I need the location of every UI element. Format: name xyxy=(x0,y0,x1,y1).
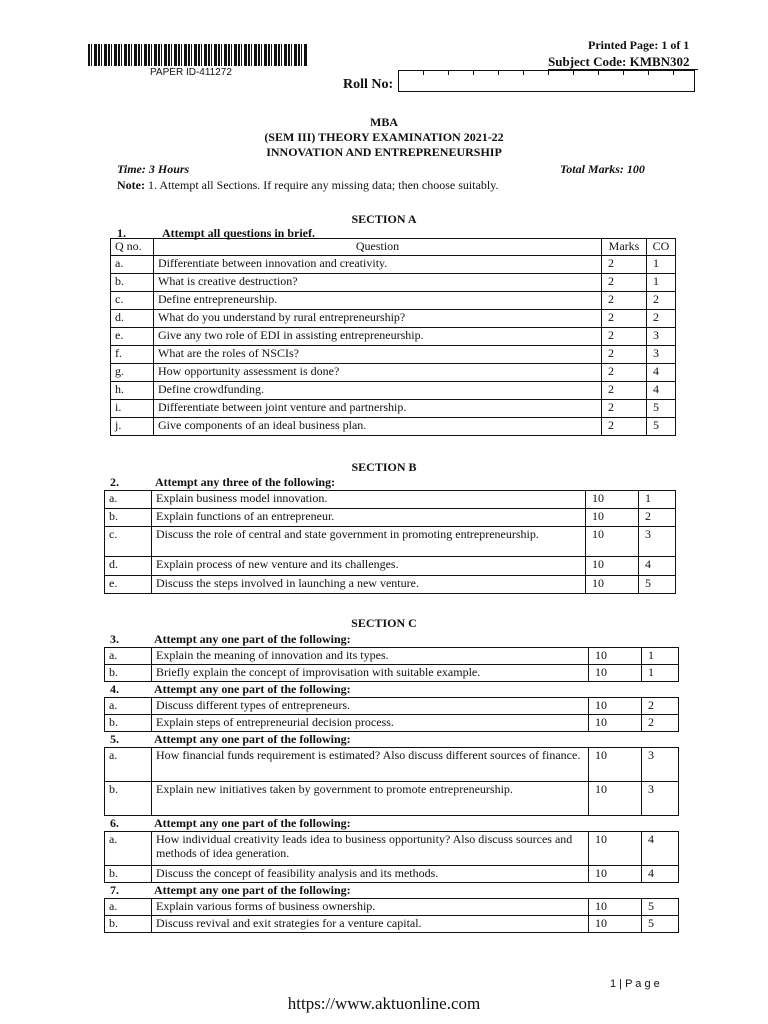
note-label: Note: xyxy=(117,178,145,192)
question-number: 4. xyxy=(110,682,119,696)
paper-id: PAPER ID-411272 xyxy=(150,67,232,78)
question-text: Discuss the role of central and state government in promoting entrepreneurship. xyxy=(152,527,586,557)
question-number: 5. xyxy=(110,732,119,746)
question-id: b. xyxy=(105,782,152,816)
table-row xyxy=(105,715,679,732)
footer-url: https://www.aktuonline.com xyxy=(287,994,481,1013)
section-b-table xyxy=(104,490,676,594)
question-co: 4 xyxy=(647,364,676,382)
question-table xyxy=(104,898,679,933)
subject-code: Subject Code: KMBN302 xyxy=(548,54,690,69)
printed-page: Printed Page: 1 of 1 xyxy=(588,38,690,52)
question-heading xyxy=(104,632,679,647)
question-co: 1 xyxy=(647,256,676,274)
question-marks: 10 xyxy=(589,715,642,732)
question-marks: 2 xyxy=(602,292,647,310)
table-row xyxy=(111,310,676,328)
table-row xyxy=(111,382,676,400)
question-co: 5 xyxy=(647,418,676,436)
table-row xyxy=(111,364,676,382)
question-marks: 10 xyxy=(586,576,639,594)
question-heading xyxy=(104,883,679,898)
question-table xyxy=(104,647,679,682)
question-co: 3 xyxy=(647,328,676,346)
question-co: 5 xyxy=(647,400,676,418)
program-title: MBA xyxy=(370,115,398,129)
question-marks: 10 xyxy=(589,899,642,916)
question-text: Explain new initiatives taken by government to promote entrepreneurship. xyxy=(152,782,589,816)
table-row xyxy=(105,557,676,576)
col-question: Question xyxy=(154,239,602,256)
question-co: 4 xyxy=(642,866,679,883)
question-text: Explain functions of an entrepreneur. xyxy=(152,509,586,527)
question-instruction: Attempt any one part of the following: xyxy=(154,682,351,696)
question-id: c. xyxy=(111,292,154,310)
question-co: 2 xyxy=(642,698,679,715)
question-co: 4 xyxy=(647,382,676,400)
question-co: 5 xyxy=(642,916,679,933)
question-marks: 10 xyxy=(586,527,639,557)
table-row xyxy=(111,346,676,364)
question-text: How individual creativity leads idea to business opportunity? Also discuss sources and methods of idea generation. xyxy=(152,832,589,866)
question-id: b. xyxy=(105,866,152,883)
question-text: What do you understand by rural entrepreneurship? xyxy=(154,310,602,328)
question-number: 7. xyxy=(110,883,119,897)
question-co: 2 xyxy=(639,509,676,527)
question-number: 6. xyxy=(110,816,119,830)
question-id: g. xyxy=(111,364,154,382)
table-row xyxy=(105,509,676,527)
table-row xyxy=(105,491,676,509)
table-row xyxy=(105,899,679,916)
question-instruction: Attempt any one part of the following: xyxy=(154,632,351,646)
question-id: h. xyxy=(111,382,154,400)
table-row xyxy=(105,665,679,682)
question-id: a. xyxy=(105,491,152,509)
question-text: Discuss revival and exit strategies for a venture capital. xyxy=(152,916,589,933)
table-row xyxy=(111,292,676,310)
question-id: a. xyxy=(111,256,154,274)
question-co: 2 xyxy=(647,292,676,310)
question-text: How opportunity assessment is done? xyxy=(154,364,602,382)
question-id: e. xyxy=(105,576,152,594)
question-text: Discuss the steps involved in launching a new venture. xyxy=(152,576,586,594)
question-co: 2 xyxy=(647,310,676,328)
question-text: What are the roles of NSCIs? xyxy=(154,346,602,364)
table-row xyxy=(111,256,676,274)
table-row xyxy=(105,782,679,816)
question-text: Explain the meaning of innovation and its types. xyxy=(152,648,589,665)
table-row xyxy=(111,328,676,346)
question-id: a. xyxy=(105,698,152,715)
question-text: Briefly explain the concept of improvisation with suitable example. xyxy=(152,665,589,682)
question-id: b. xyxy=(111,274,154,292)
question-text: Differentiate between joint venture and partnership. xyxy=(154,400,602,418)
question-text: Explain business model innovation. xyxy=(152,491,586,509)
question-marks: 2 xyxy=(602,256,647,274)
question-instruction: Attempt any one part of the following: xyxy=(154,816,351,830)
section-c-title: SECTION C xyxy=(351,616,417,630)
question-table xyxy=(104,697,679,732)
note xyxy=(117,178,498,193)
question-marks: 2 xyxy=(602,274,647,292)
question-marks: 10 xyxy=(589,698,642,715)
question-co: 3 xyxy=(647,346,676,364)
question-co: 5 xyxy=(639,576,676,594)
time-allowed: Time: 3 Hours xyxy=(117,162,190,176)
table-row xyxy=(111,400,676,418)
question-marks: 10 xyxy=(589,916,642,933)
question-co: 3 xyxy=(642,748,679,782)
question-marks: 10 xyxy=(589,782,642,816)
question-number: 3. xyxy=(110,632,119,646)
question-instruction: Attempt any one part of the following: xyxy=(154,883,351,897)
table-row xyxy=(105,576,676,594)
question-id: a. xyxy=(105,748,152,782)
question-marks: 10 xyxy=(586,557,639,576)
section-c-questions xyxy=(104,632,679,933)
question-table xyxy=(104,747,679,816)
question-marks: 10 xyxy=(589,748,642,782)
question-co: 3 xyxy=(642,782,679,816)
question-instruction: Attempt all questions in brief. xyxy=(162,226,315,240)
page-number: 1 | P a g e xyxy=(610,978,660,990)
table-row xyxy=(105,527,676,557)
question-marks: 10 xyxy=(589,665,642,682)
question-marks: 2 xyxy=(602,400,647,418)
question-co: 2 xyxy=(642,715,679,732)
question-id: b. xyxy=(105,665,152,682)
question-id: a. xyxy=(105,899,152,916)
question-text: Explain various forms of business ownership. xyxy=(152,899,589,916)
section-b-title: SECTION B xyxy=(351,460,417,474)
col-co: CO xyxy=(647,239,676,256)
table-header-row xyxy=(111,239,676,256)
question-text: What is creative destruction? xyxy=(154,274,602,292)
table-row xyxy=(105,916,679,933)
question-marks: 2 xyxy=(602,418,647,436)
exam-title: (SEM III) THEORY EXAMINATION 2021-22 xyxy=(264,130,504,144)
question-id: b. xyxy=(105,509,152,527)
question-marks: 2 xyxy=(602,364,647,382)
question-text: Discuss the concept of feasibility analysis and its methods. xyxy=(152,866,589,883)
roll-no-boxes xyxy=(398,70,695,92)
question-marks: 10 xyxy=(586,491,639,509)
question-text: Differentiate between innovation and creativity. xyxy=(154,256,602,274)
question-marks: 2 xyxy=(602,382,647,400)
question-text: Explain steps of entrepreneurial decision process. xyxy=(152,715,589,732)
question-id: b. xyxy=(105,715,152,732)
question-marks: 10 xyxy=(586,509,639,527)
barcode xyxy=(88,44,308,66)
table-row xyxy=(105,648,679,665)
table-row xyxy=(111,274,676,292)
question-co: 4 xyxy=(639,557,676,576)
question-co: 1 xyxy=(642,665,679,682)
question-id: a. xyxy=(105,832,152,866)
question-co: 4 xyxy=(642,832,679,866)
question-co: 3 xyxy=(639,527,676,557)
question-marks: 2 xyxy=(602,310,647,328)
roll-no-label: Roll No: xyxy=(343,77,394,92)
question-text: Define crowdfunding. xyxy=(154,382,602,400)
question-marks: 2 xyxy=(602,328,647,346)
col-qno: Q no. xyxy=(111,239,154,256)
question-heading xyxy=(104,816,679,831)
section-a-title: SECTION A xyxy=(351,212,417,226)
note-text: 1. Attempt all Sections. If require any missing data; then choose suitably. xyxy=(147,178,499,192)
col-marks: Marks xyxy=(602,239,647,256)
table-row xyxy=(105,698,679,715)
question-id: c. xyxy=(105,527,152,557)
total-marks: Total Marks: 100 xyxy=(560,162,645,176)
question-text: Give any two role of EDI in assisting entrepreneurship. xyxy=(154,328,602,346)
question-id: d. xyxy=(111,310,154,328)
question-co: 1 xyxy=(642,648,679,665)
question-id: i. xyxy=(111,400,154,418)
question-id: f. xyxy=(111,346,154,364)
question-marks: 10 xyxy=(589,866,642,883)
table-row xyxy=(105,866,679,883)
table-row xyxy=(111,418,676,436)
course-title: INNOVATION AND ENTREPRENEURSHIP xyxy=(266,145,502,159)
question-marks: 2 xyxy=(602,346,647,364)
question-co: 5 xyxy=(642,899,679,916)
question-text: Give components of an ideal business plan. xyxy=(154,418,602,436)
question-co: 1 xyxy=(639,491,676,509)
question-marks: 10 xyxy=(589,832,642,866)
question-heading xyxy=(104,732,679,747)
question-id: e. xyxy=(111,328,154,346)
question-heading xyxy=(104,682,679,697)
question-id: d. xyxy=(105,557,152,576)
question-id: b. xyxy=(105,916,152,933)
question-text: Discuss different types of entrepreneurs. xyxy=(152,698,589,715)
question-instruction: Attempt any one part of the following: xyxy=(154,732,351,746)
question-instruction: Attempt any three of the following: xyxy=(155,475,336,489)
section-a-table xyxy=(110,238,676,436)
question-table xyxy=(104,831,679,883)
question-text: Explain process of new venture and its challenges. xyxy=(152,557,586,576)
question-id: a. xyxy=(105,648,152,665)
question-2-heading xyxy=(110,475,610,489)
question-marks: 10 xyxy=(589,648,642,665)
question-text: Define entrepreneurship. xyxy=(154,292,602,310)
table-row xyxy=(105,832,679,866)
question-number: 2. xyxy=(110,475,119,489)
question-id: j. xyxy=(111,418,154,436)
question-co: 1 xyxy=(647,274,676,292)
question-number: 1. xyxy=(117,226,126,240)
question-text: How financial funds requirement is estimated? Also discuss different sources of finance. xyxy=(152,748,589,782)
table-row xyxy=(105,748,679,782)
